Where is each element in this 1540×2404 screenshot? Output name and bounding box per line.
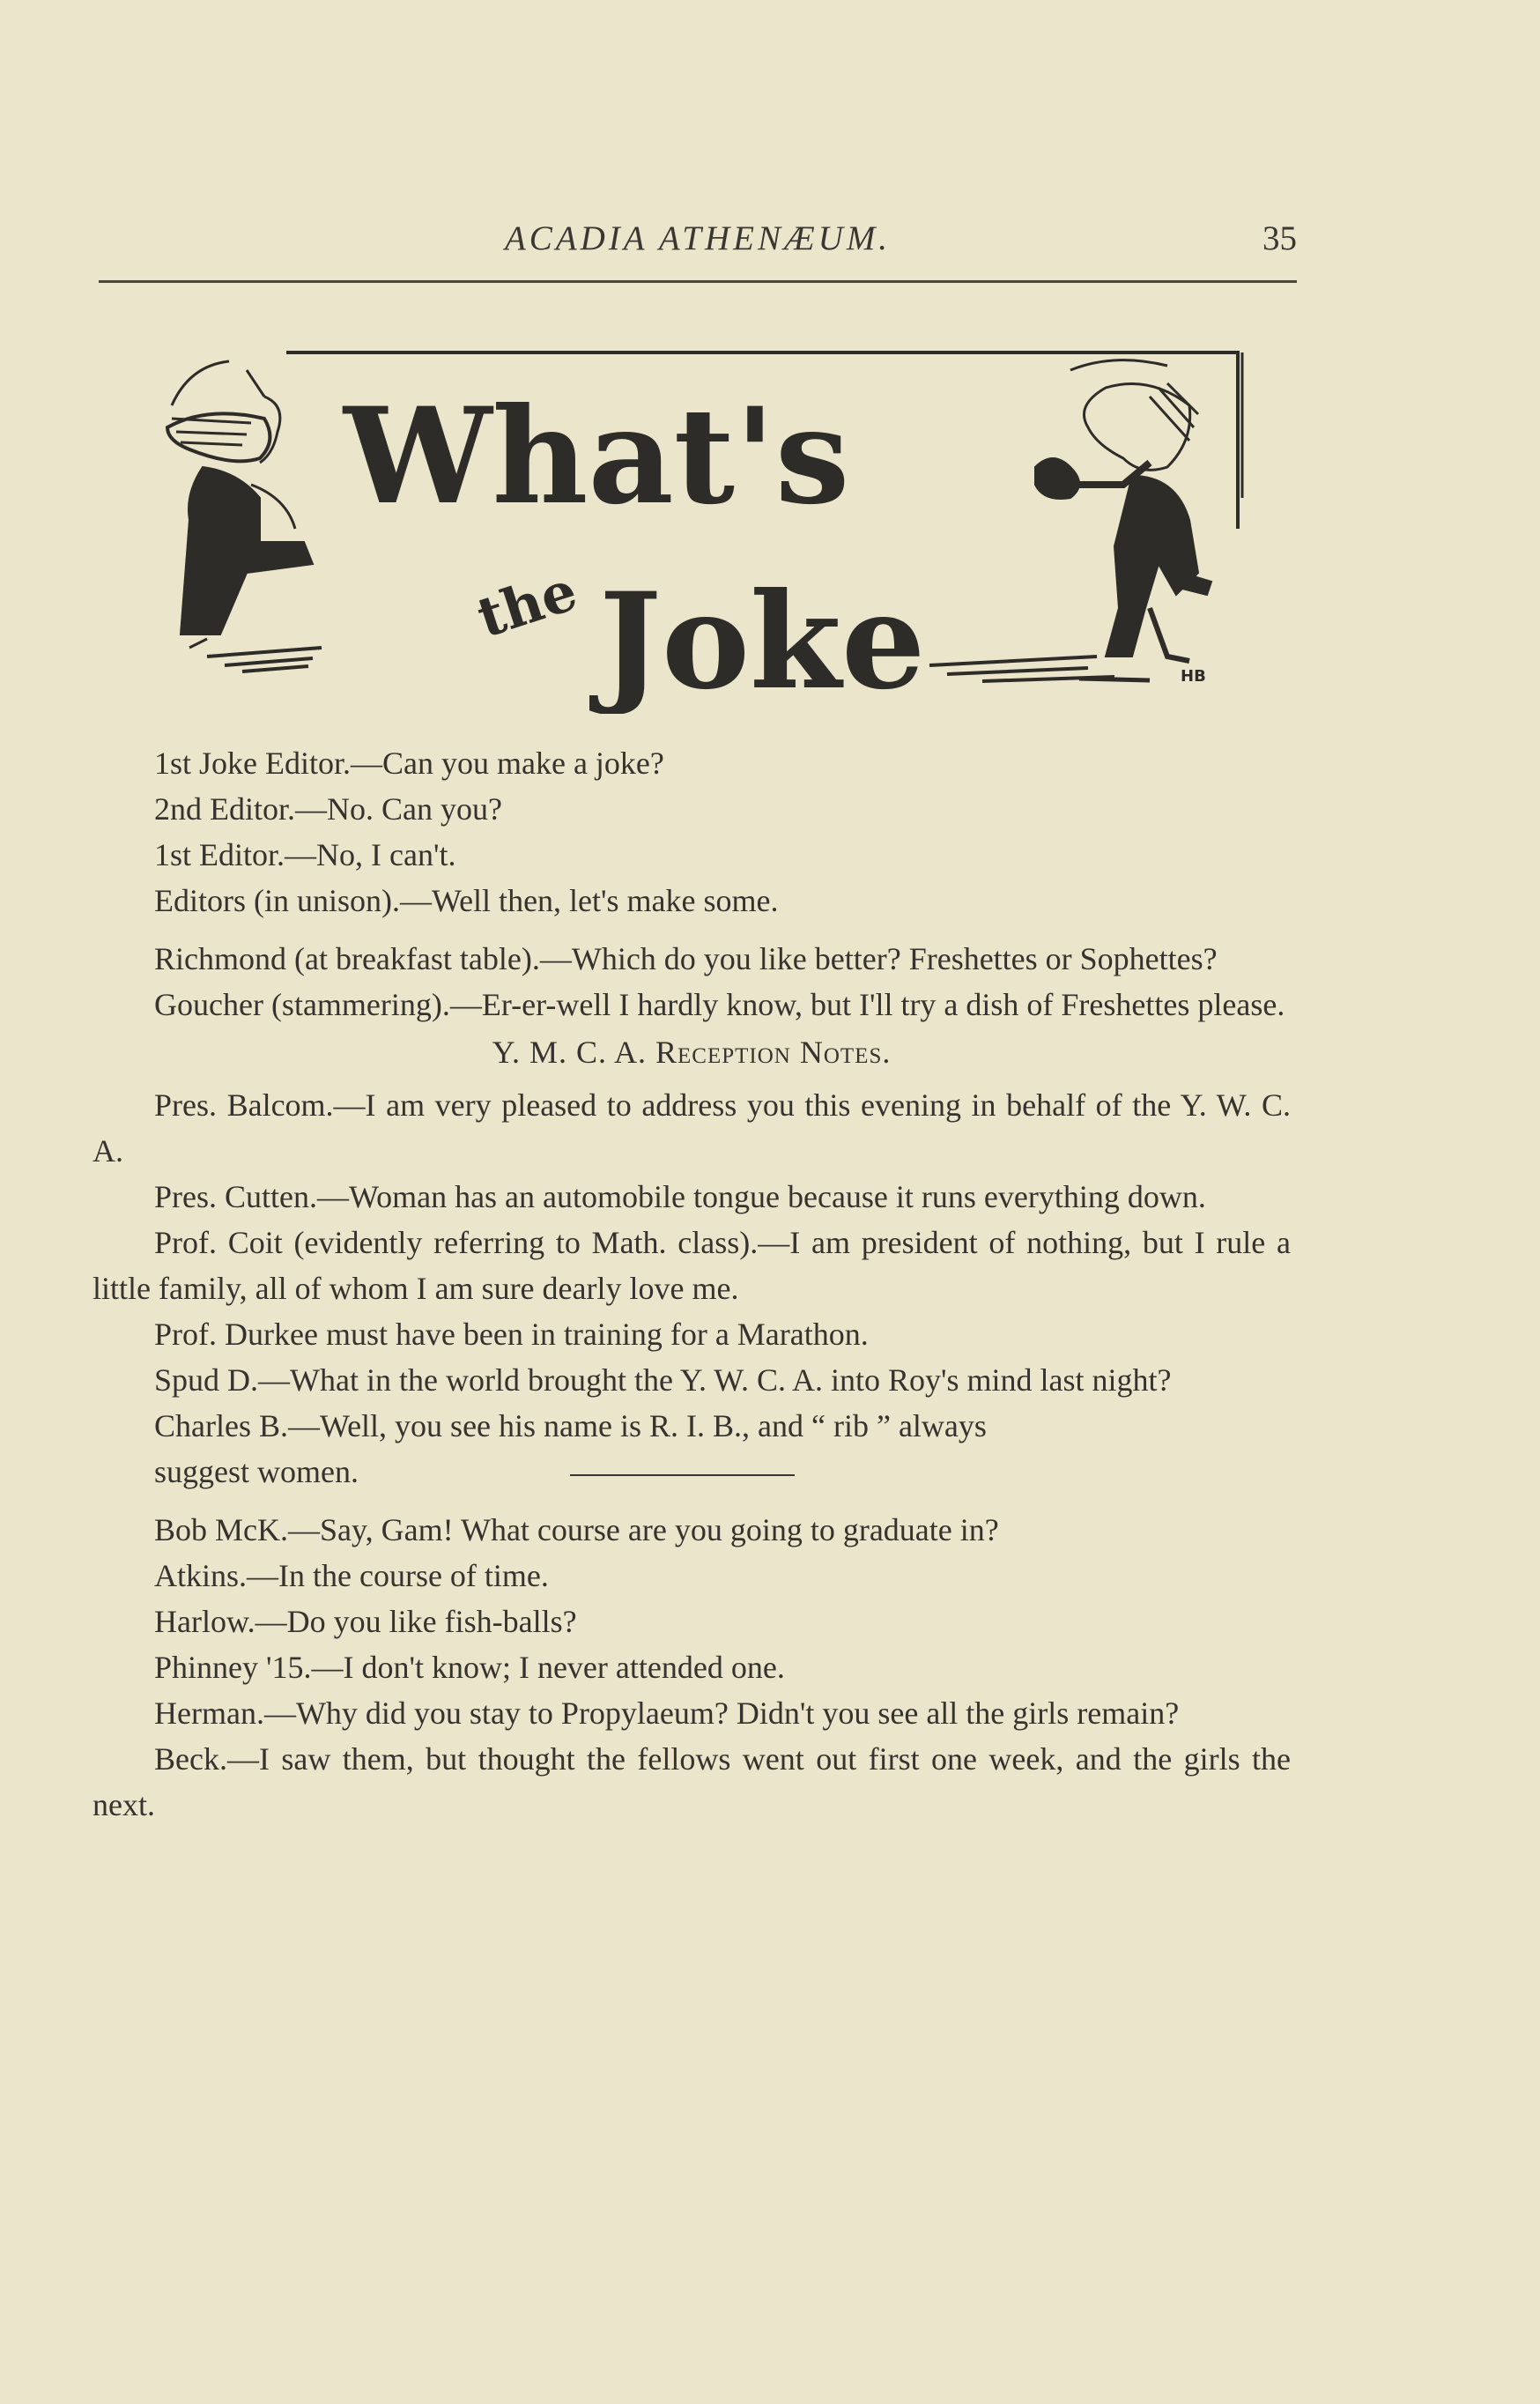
paragraph: Beck.—I saw them, but thought the fellows went out first one week, and the girls the next. <box>93 1741 1291 1822</box>
page-number: 35 <box>1262 219 1297 257</box>
paragraph: Herman.—Why did you stay to Propylaeum? Didn't you see all the girls remain? <box>154 1695 1180 1731</box>
banner-illustration <box>154 344 1247 714</box>
section-divider <box>570 1474 795 1476</box>
banner-title-the: the <box>470 558 585 650</box>
paragraph: Atkins.—In the course of time. <box>154 1558 549 1593</box>
paragraph: Phinney '15.—I don't know; I never attended one. <box>154 1650 785 1685</box>
paragraph-continuation <box>93 1449 1291 1495</box>
paragraph: Editors (in unison).—Well then, let's make some. <box>154 883 779 918</box>
paragraph: Charles B.—Well, you see his name is R. I. B., and “ rib ” always <box>154 1408 987 1443</box>
paragraph: Harlow.—Do you like fish-balls? <box>154 1604 577 1639</box>
paragraph: Spud D.—What in the world brought the Y. W. C. A. into Roy's mind last night? <box>154 1362 1172 1398</box>
joke-column <box>93 740 1291 1828</box>
header-rule <box>99 280 1297 283</box>
paragraph: 1st Editor.—No, I can't. <box>154 837 456 872</box>
paragraph: Prof. Durkee must have been in training for a Marathon. <box>154 1317 869 1352</box>
page-header <box>99 211 1297 273</box>
artist-initials: HB <box>1181 667 1206 686</box>
banner-title-joke: Joke <box>599 564 926 714</box>
paragraph: Pres. Cutten.—Woman has an automobile tongue because it runs everything down. <box>154 1179 1206 1214</box>
paragraph: Goucher (stammering).—Er-er-well I hardly know, but I'll try a dish of Freshettes please. <box>154 987 1285 1022</box>
left-caricature-icon <box>167 361 322 671</box>
paragraph: Prof. Coit (evidently referring to Math. class).—I am president of nothing, but I rule a little family, all of whom I am sure dearly love me. <box>93 1225 1291 1306</box>
running-title: ACADIA ATHENÆUM. <box>504 219 892 257</box>
paragraph: Richmond (at breakfast table).—Which do you like better? Freshettes or Sophettes? <box>154 941 1218 976</box>
section-heading: Y. M. C. A. Reception Notes. <box>492 1035 892 1070</box>
paragraph: Bob McK.—Say, Gam! What course are you going to graduate in? <box>154 1512 999 1547</box>
paragraph: 2nd Editor.—No. Can you? <box>154 791 502 827</box>
paragraph: Pres. Balcom.—I am very pleased to address you this evening in behalf of the Y. W. C. A. <box>93 1087 1291 1169</box>
banner-title-whats: What's <box>344 379 850 534</box>
paragraph: 1st Joke Editor.—Can you make a joke? <box>154 746 664 781</box>
right-caricature-icon <box>929 360 1211 681</box>
paragraph-end: suggest women. <box>154 1454 359 1489</box>
whats-the-joke-banner <box>154 344 1247 714</box>
